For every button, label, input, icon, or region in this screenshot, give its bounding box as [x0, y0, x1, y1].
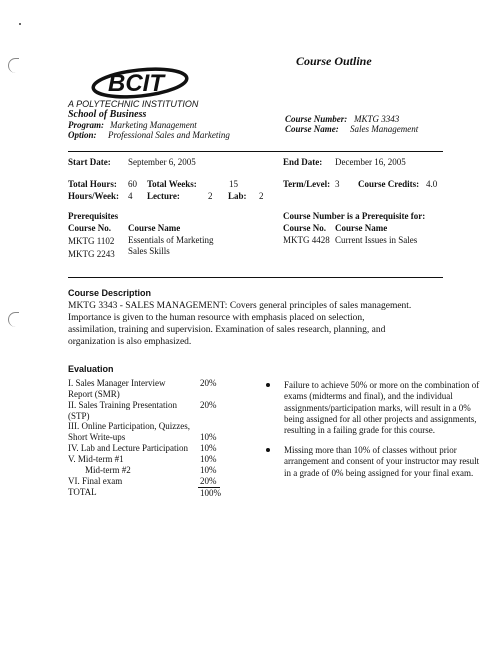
total-hours-label: Total Hours:	[68, 179, 117, 189]
course-credits-label: Course Credits:	[358, 179, 420, 189]
evaluation-item-percent: 10%	[200, 443, 217, 453]
lab-value: 2	[259, 191, 264, 201]
evaluation-item-label: II. Sales Training Presentation	[68, 400, 177, 410]
end-date-label: End Date:	[283, 157, 323, 167]
hours-week-value: 4	[128, 191, 133, 201]
evaluation-item-label-cont: (STP)	[68, 411, 90, 421]
lecture-label: Lecture:	[147, 191, 180, 201]
prereq-row-course-name: Essentials of Marketing	[128, 235, 214, 245]
program-label: Program:	[68, 120, 104, 130]
evaluation-item-percent: 20%	[200, 476, 217, 486]
bullet-icon	[266, 383, 270, 387]
prereq-for-col-course-no: Course No.	[283, 223, 326, 233]
bullet-icon	[266, 448, 270, 452]
evaluation-item-label: I. Sales Manager Interview	[68, 378, 166, 388]
total-weeks-label: Total Weeks:	[147, 179, 197, 189]
prereq-row-course-no: MKTG 2243	[68, 249, 115, 259]
program-value: Marketing Management	[110, 120, 197, 130]
option-label: Option:	[68, 130, 97, 140]
evaluation-item-percent: 20%	[200, 400, 217, 410]
evaluation-item-percent: 10%	[200, 465, 217, 475]
total-hours-value: 60	[128, 179, 137, 189]
prereq-col-course-name: Course Name	[128, 223, 181, 233]
course-number-value: MKTG 3343	[354, 114, 400, 124]
start-date-value: September 6, 2005	[128, 157, 196, 167]
evaluation-note-text: Failure to achieve 50% or more on the combination of exams (midterms and final), and the individual assignments/participation marks, will result in a 0% being assigned for all other projects and assignments, resulting in a failing grade for this course.	[284, 380, 480, 436]
evaluation-item-percent: 10%	[200, 454, 217, 464]
term-level-label: Term/Level:	[283, 179, 331, 189]
document-title: Course Outline	[296, 54, 372, 68]
school-name: School of Business	[68, 109, 147, 120]
prereq-for-row-course-name: Current Issues in Sales	[335, 235, 418, 245]
course-description-text: MKTG 3343 - SALES MANAGEMENT: Covers general principles of sales management. Importance is given to the human resource with emphasis placed on selection, assimilation, training and supervision. Examination of sales research, planning, and organization is also emphasized.	[68, 301, 412, 347]
evaluation-heading: Evaluation	[68, 364, 114, 374]
evaluation-item-label: VI. Final exam	[68, 476, 123, 486]
section-divider	[68, 277, 443, 278]
course-description-heading: Course Description	[68, 288, 152, 298]
scan-speck	[19, 23, 21, 25]
scan-hole-mark-top	[8, 58, 19, 73]
evaluation-item-label: IV. Lab and Lecture Participation	[68, 443, 189, 453]
prerequisite-for-heading: Course Number is a Prerequisite for:	[283, 211, 426, 221]
prereq-row-course-name: Sales Skills	[128, 246, 170, 256]
evaluation-note-text: Missing more than 10% of classes without prior arrangement and consent of your instructor may result in a grade of 0% being assigned for your final exam.	[284, 445, 480, 478]
hours-week-label: Hours/Week:	[68, 191, 119, 201]
evaluation-item-percent: 10%	[200, 432, 217, 442]
course-credits-value: 4.0	[426, 179, 438, 189]
evaluation-item-percent: 20%	[200, 378, 217, 388]
course-name-label: Course Name:	[285, 124, 339, 134]
start-date-label: Start Date:	[68, 157, 111, 167]
total-weeks-value: 15	[229, 179, 238, 189]
lab-label: Lab:	[228, 191, 247, 201]
evaluation-item-label: III. Online Participation, Quizzes,	[68, 421, 190, 431]
evaluation-note	[270, 380, 485, 436]
end-date-value: December 16, 2005	[335, 157, 406, 167]
lecture-value: 2	[208, 191, 213, 201]
scan-hole-mark-middle	[8, 312, 19, 327]
prereq-col-course-no: Course No.	[68, 223, 111, 233]
option-value: Professional Sales and Marketing	[108, 130, 230, 140]
course-name-value: Sales Management	[350, 124, 419, 134]
evaluation-item-label-cont: Short Write-ups	[68, 432, 126, 442]
evaluation-item-label: V. Mid-term #1	[68, 454, 124, 464]
prereq-for-col-course-name: Course Name	[335, 223, 388, 233]
term-level-value: 3	[335, 179, 340, 189]
evaluation-item-label: Mid-term #2	[85, 465, 131, 475]
logo-text: BCIT	[108, 70, 164, 97]
prereq-for-row-course-no: MKTG 4428	[283, 235, 330, 245]
institution-tagline: A POLYTECHNIC INSTITUTION	[68, 99, 199, 109]
prereq-row-course-no: MKTG 1102	[68, 236, 115, 246]
evaluation-total-label: TOTAL	[68, 487, 97, 497]
prerequisites-heading: Prerequisites	[68, 211, 119, 221]
course-number-label: Course Number:	[285, 114, 348, 124]
evaluation-note	[270, 445, 485, 479]
header-divider	[68, 151, 443, 152]
evaluation-item-label-cont: Report (SMR)	[68, 389, 120, 399]
evaluation-total-value: 100%	[200, 488, 221, 498]
bcit-logo	[88, 62, 198, 102]
